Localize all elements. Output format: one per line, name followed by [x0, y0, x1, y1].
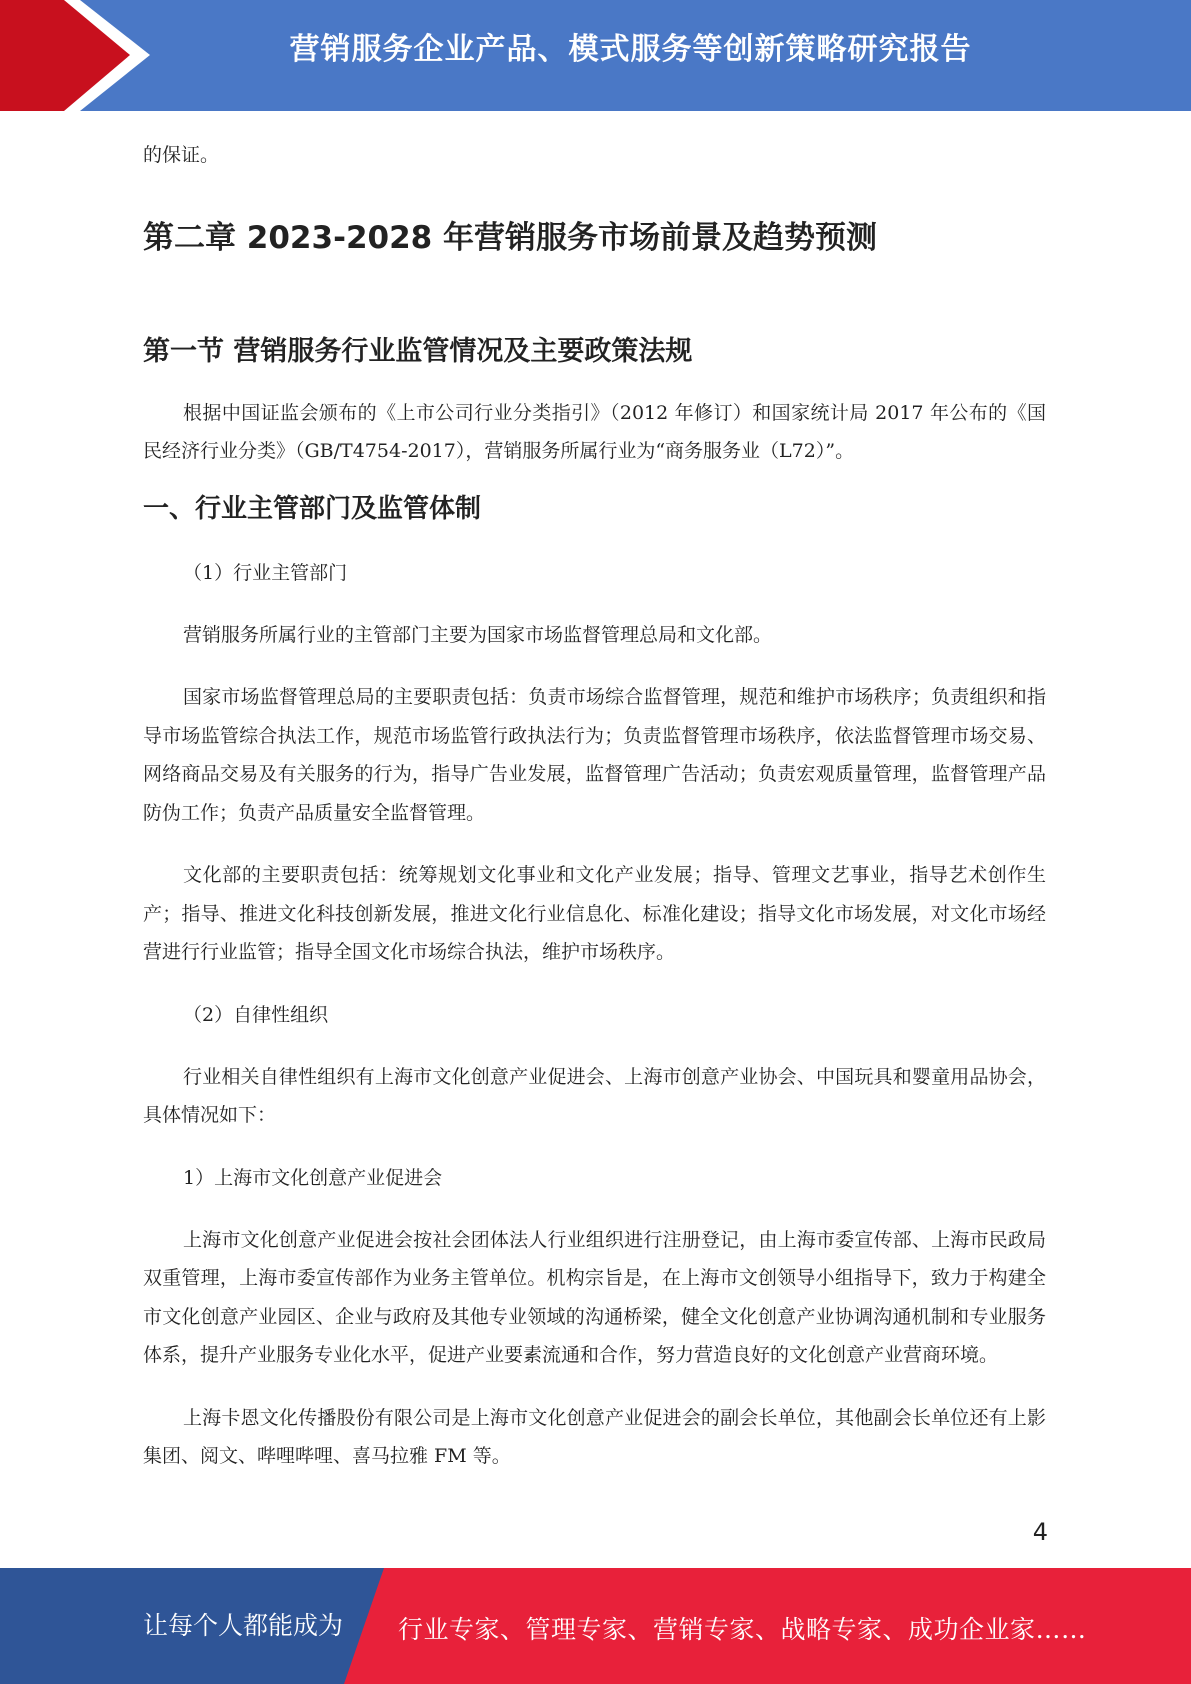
- paragraph-samr-duties: 国家市场监督管理总局的主要职责包括：负责市场综合监督管理，规范和维护市场秩序；负责组织和指导市场监管综合执法工作，规范市场监管行政执法行为；负责监督管理市场秩序，依法监督管理市场交易、网络商品交易及有关服务的行为，指导广告业发展，监督管理广告活动；负责宏观质量管理，监督管理产品防伪工作；负责产品质量安全监督管理。: [143, 686, 1046, 824]
- chapter-title: 第二章 2023-2028 年营销服务市场前景及趋势预测: [143, 219, 878, 256]
- intro-paragraph: 根据中国证监会颁布的《上市公司行业分类指引》（2012 年修订）和国家统计局 2017 年公布的《国民经济行业分类》（GB/T4754-2017），营销服务所属行业为“商务服务业（L72）”。: [143, 401, 1046, 462]
- page-footer-band: [0, 1568, 1191, 1684]
- page-header-band: [0, 0, 1191, 111]
- footer-slogan-left: 让每个人都能成为: [143, 1611, 344, 1640]
- subheading-self-regulatory: （2）自律性组织: [183, 1003, 329, 1026]
- paragraph-authorities: 营销服务所属行业的主管部门主要为国家市场监督管理总局和文化部。: [183, 623, 773, 646]
- paragraph-vice-presidents: 上海卡恩文化传播股份有限公司是上海市文化创意产业促进会的副会长单位，其他副会长单位还有上影集团、阅文、哔哩哔哩、喜马拉雅 FM 等。: [143, 1406, 1046, 1467]
- subheading-authorities: （1）行业主管部门: [183, 561, 348, 584]
- paragraph-self-regulatory: 行业相关自律性组织有上海市文化创意产业促进会、上海市创意产业协会、中国玩具和婴童用品协会，具体情况如下：: [143, 1065, 1046, 1126]
- paragraph-shanghai-association: 上海市文化创意产业促进会按社会团体法人行业组织进行注册登记，由上海市委宣传部、上海市民政局双重管理，上海市委宣传部作为业务主管单位。机构宗旨是，在上海市文创领导小组指导下，致力于构建全市文化创意产业园区、企业与政府及其他专业领域的沟通桥梁，健全文化创意产业协调沟通机制和专业服务体系，提升产业服务专业化水平，促进产业要素流通和合作，努力营造良好的文化创意产业营商环境。: [143, 1228, 1046, 1366]
- heading-regulatory-body: 一、行业主管部门及监管体制: [143, 493, 482, 524]
- section-title: 第一节 营销服务行业监管情况及主要政策法规: [143, 335, 693, 367]
- subheading-shanghai-association: 1）上海市文化创意产业促进会: [183, 1166, 443, 1189]
- header-red-chevron: [0, 0, 150, 111]
- paragraph-culture-duties: 文化部的主要职责包括：统筹规划文化事业和文化产业发展；指导、管理文艺事业，指导艺术创作生产；指导、推进文化科技创新发展，推进文化行业信息化、标准化建设；指导文化市场发展，对文化市场经营进行行业监管；指导全国文化市场综合执法，维护市场秩序。: [143, 864, 1046, 963]
- footer-slogan-right: 行业专家、管理专家、营销专家、战略专家、成功企业家……: [398, 1615, 1087, 1644]
- page-number: 4: [1032, 1518, 1048, 1546]
- continuation-text: 的保证。: [143, 144, 220, 166]
- report-title: 营销服务企业产品、模式服务等创新策略研究报告: [289, 32, 972, 67]
- page-content: [143, 120, 1046, 1476]
